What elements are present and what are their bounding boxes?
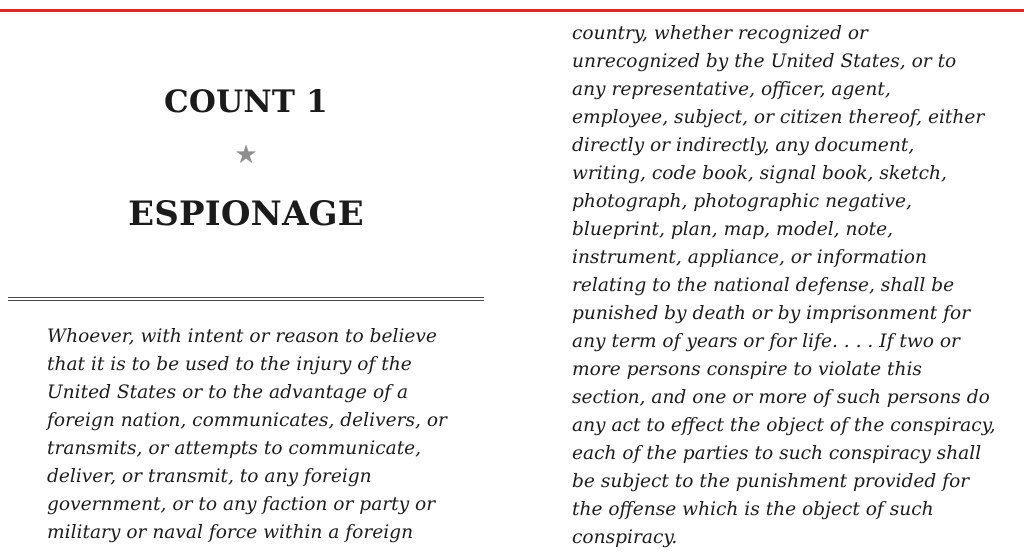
text-line: writing, code book, signal book, sketch, [572,163,947,184]
text-line: each of the parties to such conspiracy shall [572,443,982,464]
star-icon: ★ [234,140,258,170]
text-line: more persons conspire to violate this [572,359,922,380]
count-title: COUNT 1 [164,84,328,120]
text-line: that it is to be used to the injury of the [47,354,412,375]
text-line: military or naval force within a foreign [47,522,414,543]
text-line: instrument, appliance, or information [572,247,927,268]
double-rule-divider [8,297,484,301]
text-line: foreign nation, communicates, delivers, or [47,410,447,431]
text-line: government, or to any faction or party or [47,494,436,515]
text-line: conspiracy. [572,527,678,548]
text-line: section, and one or more of such persons do [572,387,990,408]
text-line: Whoever, with intent or reason to believe [47,326,437,347]
left-column-text [47,323,467,547]
top-red-rule [0,9,1024,12]
text-line: deliver, or transmit, to any foreign [47,466,372,487]
text-line: country, whether recognized or [572,23,868,44]
text-line: punished by death or by imprisonment for [572,303,971,324]
text-line: any representative, officer, agent, [572,79,891,100]
text-line: photograph, photographic negative, [572,191,912,212]
text-line: unrecognized by the United States, or to [572,51,957,72]
text-line: relating to the national defense, shall be [572,275,955,296]
right-column-text [572,20,1012,552]
text-line: be subject to the punishment provided for [572,471,970,492]
text-line: blueprint, plan, map, model, note, [572,219,894,240]
text-line: United States or to the advantage of a [47,382,409,403]
text-line: transmits, or attempts to communicate, [47,438,422,459]
section-title: ESPIONAGE [128,194,364,234]
text-line: any act to effect the object of the conspiracy, [572,415,996,436]
text-line: the offense which is the object of such [572,499,934,520]
text-line: directly or indirectly, any document, [572,135,915,156]
text-line: employee, subject, or citizen thereof, either [572,107,985,128]
text-line: any term of years or for life. . . . If two or [572,331,960,352]
